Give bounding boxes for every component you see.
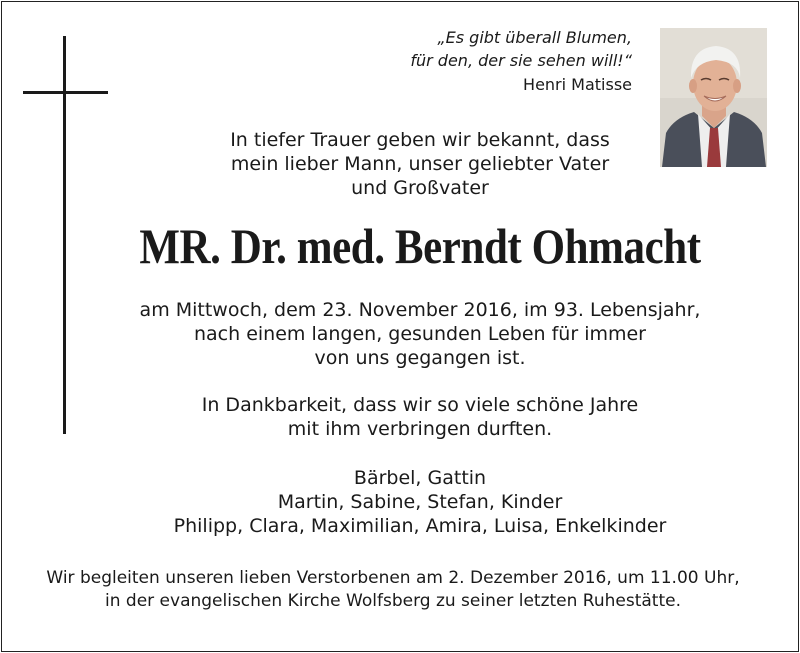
intro-line-3: und Großvater <box>351 177 489 199</box>
mourners-list <box>0 466 800 538</box>
deceased-name: MR. Dr. med. Berndt Ohmacht <box>139 218 701 274</box>
thanks-line-1: In Dankbarkeit, dass wir so viele schöne Jahre <box>201 394 639 416</box>
thanks-line-2: mit ihm verbringen durften. <box>287 418 553 440</box>
intro-text <box>0 128 800 200</box>
death-line-2: nach einem langen, gesunden Leben für immer <box>193 323 646 345</box>
family-children: Martin, Sabine, Stefan, Kinder <box>277 491 563 513</box>
death-line-1: am Mittwoch, dem 23. November 2016, im 93. Lebensjahr, <box>139 299 701 321</box>
quote-line-2: für den, der sie sehen will!“ <box>410 51 632 70</box>
intro-line-1: In tiefer Trauer geben wir bekannt, dass <box>230 129 610 151</box>
cross-horizontal-bar <box>23 91 108 94</box>
death-announcement <box>0 298 800 370</box>
family-spouse: Bärbel, Gattin <box>353 467 487 489</box>
quote-block <box>410 26 632 96</box>
funeral-line-1: Wir begleiten unseren lieben Verstorbenen am 2. Dezember 2016, um 11.00 Uhr, <box>46 568 740 588</box>
family-grandchildren: Philipp, Clara, Maximilian, Amira, Luisa, Enkelkinder <box>173 515 667 537</box>
intro-line-2: mein lieber Mann, unser geliebter Vater <box>230 153 610 175</box>
quote-author: Henri Matisse <box>523 75 632 94</box>
funeral-line-2: in der evangelischen Kirche Wolfsberg zu seiner letzten Ruhestätte. <box>105 591 681 611</box>
quote-line-1: „Es gibt überall Blumen, <box>437 28 632 47</box>
gratitude-text <box>0 393 800 441</box>
funeral-details <box>0 567 786 613</box>
death-line-3: von uns gegangen ist. <box>314 347 526 369</box>
